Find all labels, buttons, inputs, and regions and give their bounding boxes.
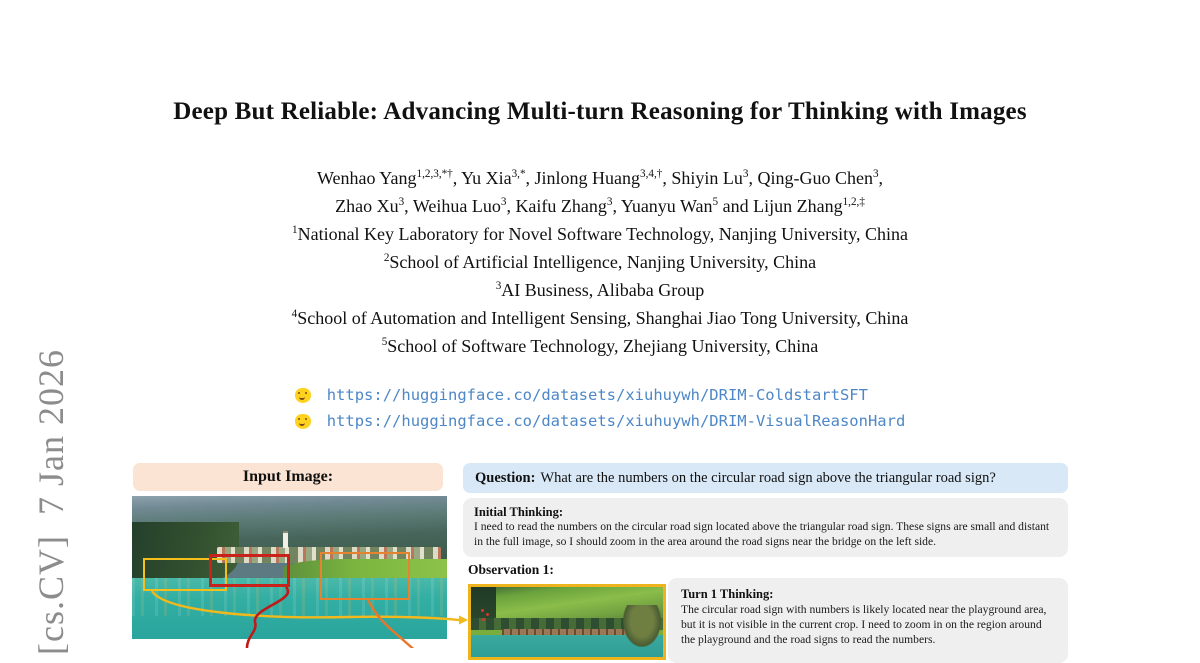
observation-label: Observation 1: — [468, 562, 554, 577]
dataset-link-row-1 — [295, 382, 906, 408]
question-label: Question: — [475, 469, 536, 486]
affiliation-line-5: $^5$School of Software Technology, Zhejiang University, China — [381, 336, 819, 356]
turn1-thinking-label: Turn 1 Thinking: — [681, 587, 774, 601]
bbox-orange — [320, 552, 410, 600]
connector-yellow-arrowhead — [459, 616, 468, 625]
arxiv-stamp: [cs.CV] 7 Jan 2026 — [31, 349, 71, 655]
question-text: What are the numbers on the circular road sign above the triangular road sign? — [540, 469, 996, 486]
initial-thinking-text: I need to read the numbers on the circular road sign located above the triangular road sign. These signs are small and distant in the full image, so I should zoom in the area around the road signs near the bridge on the left side. — [474, 520, 1050, 548]
input-landscape-photo — [132, 496, 447, 639]
initial-thinking-label: Initial Thinking: — [474, 505, 564, 519]
paper-title: Deep But Reliable: Advancing Multi-turn Reasoning for Thinking with Images — [173, 98, 1027, 125]
turn1-thinking-box — [668, 578, 1068, 663]
affiliation-line-2: $^2$School of Artificial Intelligence, Nanjing University, China — [383, 252, 817, 272]
obs-tree-right — [623, 605, 661, 647]
observation-crop-image — [468, 584, 666, 660]
affiliation-line-3: $^3$AI Business, Alibaba Group — [495, 280, 705, 300]
affiliation-line-4: $^4$School of Automation and Intelligent Sensing, Shanghai Jiao Tong University, China — [291, 308, 909, 328]
input-image-header: Input Image: — [133, 463, 443, 491]
photo-church-tower — [283, 533, 288, 548]
dataset-link-coldstart[interactable]: https://huggingface.co/datasets/xiuhuywh/DRIM-ColdstartSFT — [326, 386, 868, 404]
author-line-2: Zhao Xu$^3$, Weihua Luo$^3$, Kaifu Zhang$^3$, Yuanyu Wan$^5$ and Lijun Zhang$^{1,2,\ddagger}$ — [335, 196, 865, 216]
question-box — [463, 463, 1068, 493]
dataset-links — [0, 382, 1200, 434]
dataset-link-row-2 — [295, 408, 906, 434]
dataset-link-visualreasonhard[interactable]: https://huggingface.co/datasets/xiuhuywh/DRIM-VisualReasonHard — [326, 412, 906, 430]
bbox-red — [209, 554, 290, 587]
turn1-thinking-text: The circular road sign with numbers is likely located near the playground area, but it is not visible in the current crop. I need to zoom in on the region around the playground and the road signs to read the numbers. — [681, 603, 1047, 647]
huggingface-icon — [295, 414, 311, 429]
initial-thinking-box — [463, 498, 1068, 557]
author-line-1: Wenhao Yang$^{1,2,3,*\dagger}$, Yu Xia$^{3,*}$, Jinlong Huang$^{3,4,\dagger}$, Shiyin Lu$^3$, Qing-Guo Chen$^3$, — [316, 168, 884, 188]
affiliation-line-1: $^1$National Key Laboratory for Novel Software Technology, Nanjing University, China — [292, 224, 908, 244]
huggingface-icon — [295, 388, 311, 403]
